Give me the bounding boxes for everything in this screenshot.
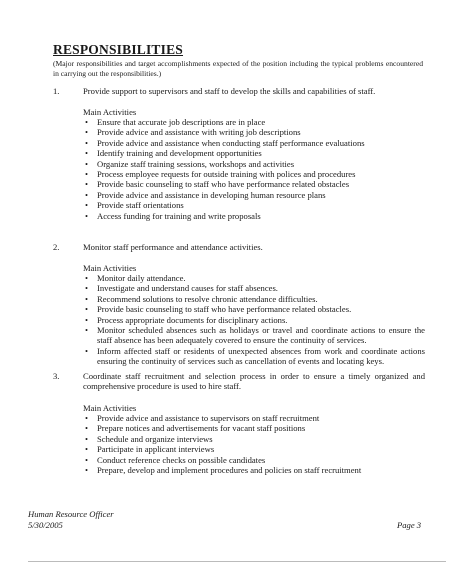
activity-list <box>83 117 425 221</box>
section-number: 1. <box>53 86 60 96</box>
list-item: • Organize staff training sessions, workshops and activities <box>83 159 425 169</box>
list-item: • Monitor daily attendance. <box>83 273 425 283</box>
list-item: • Provide basic counseling to staff who have performance related obstacles. <box>83 304 425 314</box>
list-item: • Access funding for training and write proposals <box>83 211 425 221</box>
list-item: • Schedule and organize interviews <box>83 434 425 444</box>
main-activities-heading: Main Activities <box>83 263 137 273</box>
list-item: • Ensure that accurate job descriptions are in place <box>83 117 425 127</box>
list-item: • Inform affected staff or residents of unexpected absences from work and coordinate actions ensuring the continuity of services such as cancellation of events and locating keys. <box>83 346 425 367</box>
list-item: • Investigate and understand causes for staff absences. <box>83 283 425 293</box>
list-item: • Provide basic counseling to staff who have performance related obstacles <box>83 179 425 189</box>
list-item: • Monitor scheduled absences such as holidays or travel and coordinate actions to ensure the staff absence has been adequately covered to ensure the continuity of services. <box>83 325 425 346</box>
section-statement: Monitor staff performance and attendance activities. <box>83 242 263 252</box>
list-item: • Conduct reference checks on possible candidates <box>83 455 425 465</box>
list-item: • Recommend solutions to resolve chronic attendance difficulties. <box>83 294 425 304</box>
section-statement: Coordinate staff recruitment and selection process in order to ensure a timely organized and comprehensive procedure is used to hire staff. <box>83 371 425 392</box>
list-item: • Participate in applicant interviews <box>83 444 425 454</box>
list-item: • Prepare notices and advertisements for vacant staff positions <box>83 423 425 433</box>
activity-list <box>83 273 425 367</box>
footer-role: Human Resource Officer <box>28 509 114 519</box>
section-number: 3. <box>53 371 60 381</box>
main-activities-heading: Main Activities <box>83 107 137 117</box>
list-item: • Provide advice and assistance to supervisors on staff recruitment <box>83 413 425 423</box>
list-item: • Process appropriate documents for disciplinary actions. <box>83 315 425 325</box>
bottom-divider <box>28 561 446 562</box>
list-item: • Process employee requests for outside training with polices and procedures <box>83 169 425 179</box>
activity-list <box>83 413 425 475</box>
section-statement: Provide support to supervisors and staff to develop the skills and capabilities of staff. <box>83 86 376 96</box>
list-item: • Provide advice and assistance when conducting staff performance evaluations <box>83 138 425 148</box>
intro-note: (Major responsibilities and target accomplishments expected of the position including the typical problems encountered in carrying out the responsibilities.) <box>53 59 423 78</box>
list-item: • Prepare, develop and implement procedures and policies on staff recruitment <box>83 465 425 475</box>
page-number: Page 3 <box>397 520 422 530</box>
section-number: 2. <box>53 242 60 252</box>
page-title: RESPONSIBILITIES <box>53 42 184 57</box>
list-item: • Identify training and development opportunities <box>83 148 425 158</box>
footer-date: 5/30/2005 <box>28 520 63 530</box>
list-item: • Provide advice and assistance in developing human resource plans <box>83 190 425 200</box>
list-item: • Provide advice and assistance with writing job descriptions <box>83 127 425 137</box>
list-item: • Provide staff orientations <box>83 200 425 210</box>
main-activities-heading: Main Activities <box>83 403 137 413</box>
